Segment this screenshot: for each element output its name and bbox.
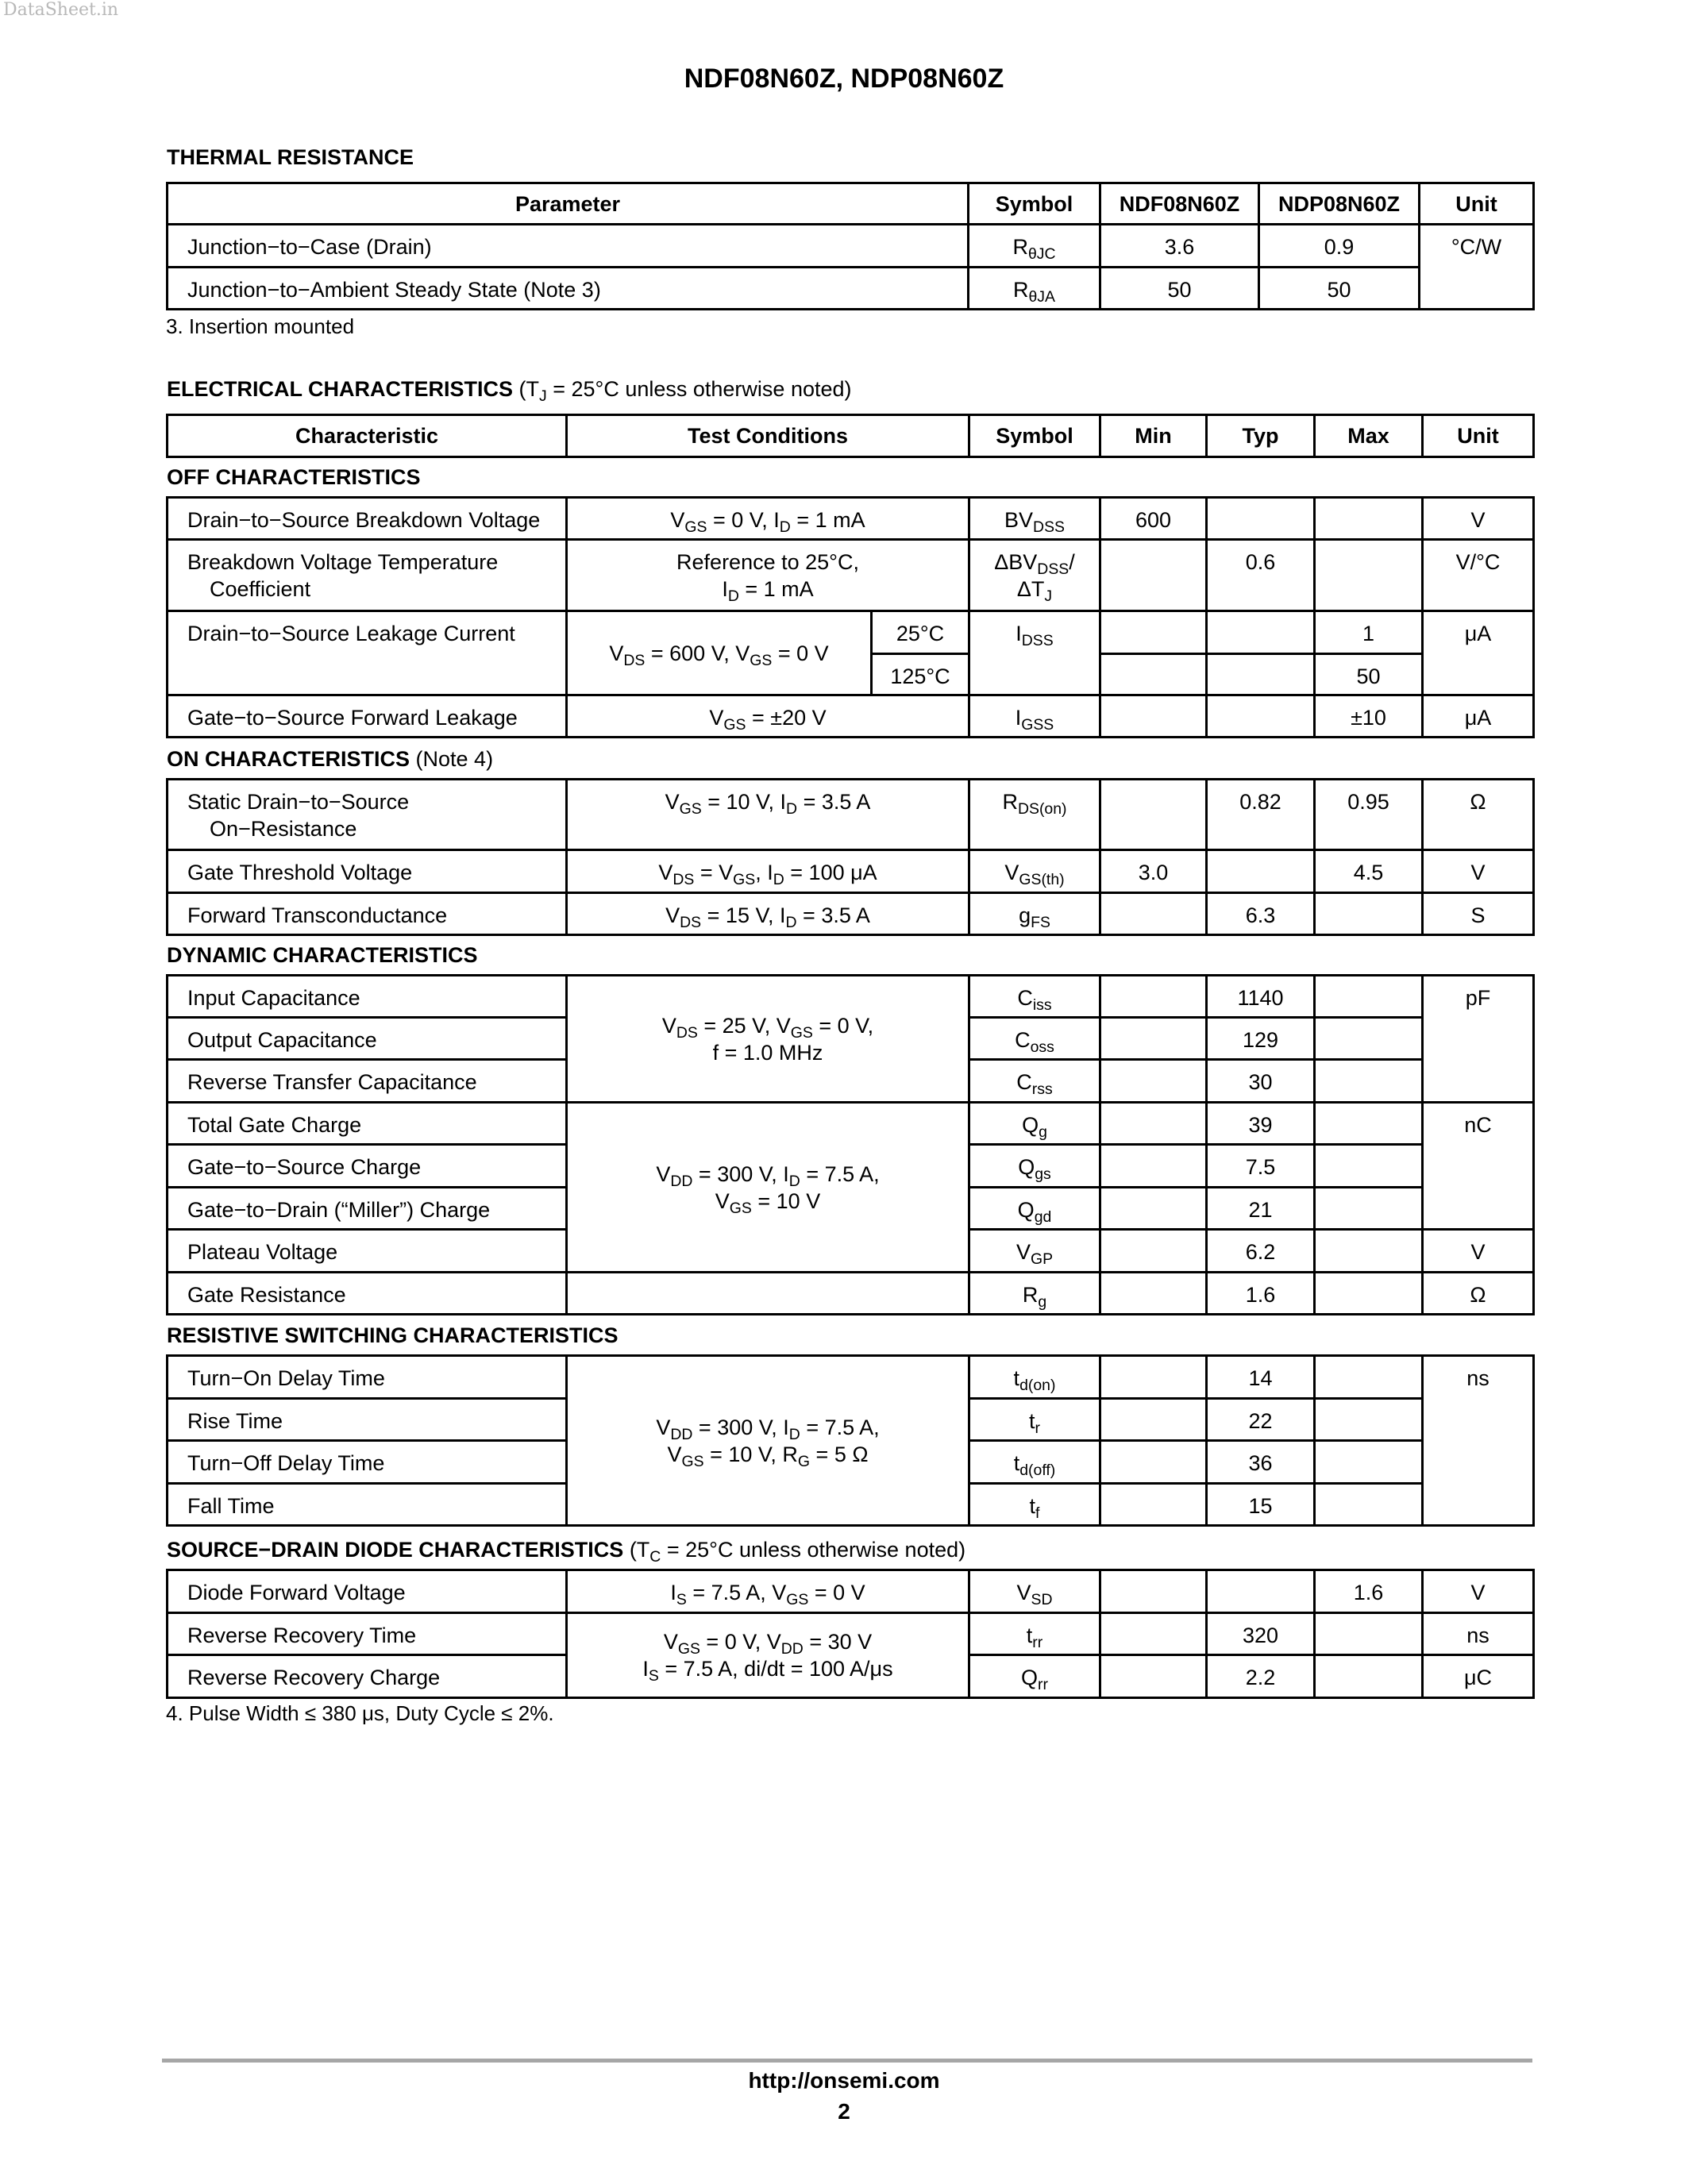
table-row: Turn−On Delay Time $V_{DD} = 300$ V, $I_D = 7.5$ A, $V_{GS} = 10$ V, $R_G = 5$ Ω $t_{d(on)}$ 14 ns: [168, 1356, 1534, 1399]
off-table: [166, 496, 1535, 738]
th-unit: Unit: [1423, 415, 1534, 457]
table-row: Drain−to−Source Breakdown Voltage $V_{GS} = 0$ V, $I_D = 1$ mA $BV_{DSS}$ 600 V: [168, 498, 1534, 540]
th-symbol: Symbol: [969, 415, 1100, 457]
th-ndf: NDF08N60Z: [1100, 183, 1259, 225]
table-row: Total Gate Charge $V_{DD} = 300$ V, $I_D = 7.5$ A, $V_{GS} = 10$ V $Q_g$ 39 nC: [168, 1103, 1534, 1145]
th-typ: Typ: [1207, 415, 1315, 457]
table-row: Rise Time $t_r$ 22: [168, 1399, 1534, 1441]
th-max: Max: [1315, 415, 1423, 457]
electrical-table: [166, 414, 1535, 458]
switching-table: [166, 1354, 1535, 1527]
footer-url[interactable]: http://onsemi.com: [748, 2068, 940, 2093]
th-characteristic: Characteristic: [168, 415, 567, 457]
table-row: Reverse Transfer Capacitance $C_{rss}$ 30: [168, 1060, 1534, 1103]
off-heading: OFF CHARACTERISTICS: [167, 465, 421, 489]
footer-divider: [162, 2059, 1532, 2063]
diode-heading: SOURCE−DRAIN DIODE CHARACTERISTICS ($T_C = 25^\circ C$ unless otherwise noted): [167, 1538, 966, 1566]
thermal-table: [166, 182, 1535, 310]
note-4: 4. Pulse Width ≤ 380 μs, Duty Cycle ≤ 2%.: [166, 1701, 554, 1725]
table-row: Gate Resistance $R_g$ 1.6 Ω: [168, 1273, 1534, 1315]
dynamic-heading: DYNAMIC CHARACTERISTICS: [167, 943, 478, 967]
table-row: Gate−to−Source Forward Leakage $V_{GS} = \pm 20$ V $I_{GSS}$ ±10 μA: [168, 695, 1534, 738]
table-row: Gate−to−Drain (“Miller”) Charge $Q_{gd}$ 21: [168, 1188, 1534, 1230]
note-3: 3. Insertion mounted: [166, 314, 355, 338]
th-unit: Unit: [1420, 183, 1534, 225]
switching-heading: RESISTIVE SWITCHING CHARACTERISTICS: [167, 1323, 619, 1347]
electrical-heading: ELECTRICAL CHARACTERISTICS ($T_J = 25^\circ C$ unless otherwise noted): [167, 377, 852, 405]
on-table: [166, 778, 1535, 936]
table-row: Drain−to−Source Leakage Current $V_{DS} = 600$ V, $V_{GS} = 0$ V 25°C $I_{DSS}$ 1 μA: [168, 611, 1534, 654]
table-row: Gate Threshold Voltage $V_{DS} = V_{GS}$, $I_D = 100$ μA $V_{GS(th)}$ 3.0 4.5 V: [168, 850, 1534, 893]
table-row: Diode Forward Voltage $I_S = 7.5$ A, $V_{GS} = 0$ V $V_{SD}$ 1.6 V: [168, 1570, 1534, 1613]
table-row: Reverse Recovery Charge $Q_{rr}$ 2.2 μC: [168, 1655, 1534, 1698]
page-title: NDF08N60Z, NDP08N60Z: [684, 64, 1004, 94]
table-row: Breakdown Voltage Temperature Coefficient Reference to 25°C, $I_D = 1$ mA $\Delta BV_{DSS}/$ $\Delta T_J$ 0.6 V/°C: [168, 540, 1534, 611]
table-row: Gate−to−Source Charge $Q_{gs}$ 7.5: [168, 1145, 1534, 1188]
table-row: Forward Transconductance $V_{DS} = 15$ V, $I_D = 3.5$ A $g_{FS}$ 6.3 S: [168, 893, 1534, 935]
table-row: Reverse Recovery Time $V_{GS} = 0$ V, $V_{DD} = 30$ V $I_S = 7.5$ A, di/dt = 100 A/μs $t_{rr}$ 320 ns: [168, 1613, 1534, 1655]
th-ndp: NDP08N60Z: [1259, 183, 1420, 225]
table-row: Output Capacitance $C_{oss}$ 129: [168, 1018, 1534, 1060]
th-symbol: Symbol: [969, 183, 1100, 225]
th-min: Min: [1100, 415, 1207, 457]
watermark: DataSheet.in: [3, 0, 119, 20]
table-row: Plateau Voltage $V_{GP}$ 6.2 V: [168, 1230, 1534, 1273]
diode-table: [166, 1569, 1535, 1699]
dynamic-table: [166, 974, 1535, 1315]
table-row: Fall Time $t_f$ 15: [168, 1484, 1534, 1526]
table-row: Turn−Off Delay Time $t_{d(off)}$ 36: [168, 1441, 1534, 1484]
page-number: 2: [838, 2099, 850, 2124]
table-row: Junction−to−Ambient Steady State (Note 3) $R_{\theta JA}$ 50 50: [168, 268, 1534, 310]
th-test-conditions: Test Conditions: [567, 415, 969, 457]
on-heading: ON CHARACTERISTICS (Note 4): [167, 747, 494, 771]
table-row: Junction−to−Case (Drain) $R_{\theta JC}$ 3.6 0.9 °C/W: [168, 225, 1534, 268]
table-row: Input Capacitance $V_{DS} = 25$ V, $V_{GS} = 0$ V, f = 1.0 MHz $C_{iss}$ 1140 pF: [168, 976, 1534, 1018]
table-row: 125°C 50: [168, 654, 1534, 695]
thermal-heading: THERMAL RESISTANCE: [167, 145, 414, 169]
table-row: Static Drain−to−Source On−Resistance $V_{GS} = 10$ V, $I_D = 3.5$ A $R_{DS(on)}$ 0.82 0.95 Ω: [168, 780, 1534, 850]
th-parameter: Parameter: [168, 183, 969, 225]
